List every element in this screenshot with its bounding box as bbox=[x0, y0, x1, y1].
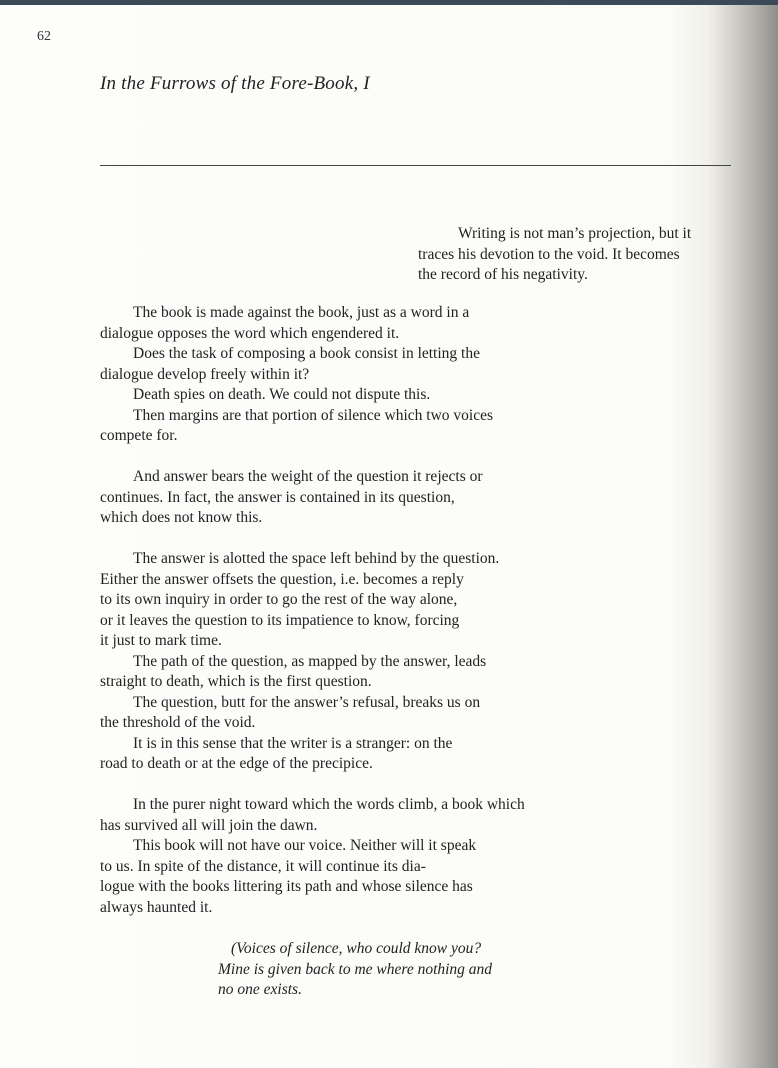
text-line: It is in this sense that the writer is a stranger: on the bbox=[133, 734, 453, 752]
text-line: The answer is alotted the space left behind by the question. bbox=[133, 550, 500, 567]
text-line: dialogue develop freely within it? bbox=[100, 365, 310, 383]
text-line: or it leaves the question to its impatience to know, forcing bbox=[100, 611, 460, 629]
closing-verse bbox=[218, 939, 578, 1001]
text-line: Does the task of composing a book consist in letting the bbox=[133, 345, 480, 362]
body-text bbox=[100, 303, 620, 918]
page-number: 62 bbox=[37, 29, 51, 44]
text-line: logue with the books littering its path and whose silence has bbox=[100, 878, 473, 895]
text-line: the threshold of the void. bbox=[100, 714, 256, 731]
text-line: The question, butt for the answer’s refusal, breaks us on bbox=[133, 693, 481, 711]
text-line: has survived all will join the dawn. bbox=[100, 816, 318, 834]
paragraph bbox=[100, 303, 620, 447]
text-line: to its own inquiry in order to go the rest of the way alone, bbox=[100, 591, 458, 608]
paragraph-gap bbox=[100, 529, 620, 550]
text-line: Either the answer offsets the question, i.e. becomes a reply bbox=[100, 570, 464, 588]
text-line: it just to mark time. bbox=[100, 632, 222, 649]
text-line: compete for. bbox=[100, 427, 178, 444]
paragraph-gap bbox=[100, 775, 620, 796]
text-line: continues. In fact, the answer is contained in its question, bbox=[100, 488, 455, 506]
closing-line: Mine is given back to me where nothing and bbox=[218, 960, 493, 978]
text-line: Death spies on death. We could not dispute this. bbox=[133, 386, 431, 403]
text-line: dialogue opposes the word which engendered it. bbox=[100, 324, 400, 342]
epigraph-line: Writing is not man’s projection, but it bbox=[458, 225, 692, 242]
epigraph-line: the record of his negativity. bbox=[418, 266, 588, 283]
chapter-title: In the Furrows of the Fore-Book, I bbox=[100, 73, 370, 94]
text-line: always haunted it. bbox=[100, 898, 213, 916]
text-line: Then margins are that portion of silence which two voices bbox=[133, 406, 493, 424]
text-line: to us. In spite of the distance, it will continue its dia- bbox=[100, 857, 426, 875]
paragraph bbox=[100, 549, 620, 775]
text-line: straight to death, which is the first question. bbox=[100, 673, 372, 690]
text-line: And answer bears the weight of the question it rejects or bbox=[133, 468, 483, 485]
paragraph-gap bbox=[100, 447, 620, 468]
text-line: which does not know this. bbox=[100, 509, 263, 526]
text-line: This book will not have our voice. Neither will it speak bbox=[133, 837, 477, 854]
title-rule bbox=[100, 165, 731, 166]
closing-line: no one exists. bbox=[218, 981, 302, 998]
paragraph bbox=[100, 795, 620, 918]
text-line: The path of the question, as mapped by the answer, leads bbox=[133, 652, 487, 670]
closing-line: (Voices of silence, who could know you? bbox=[231, 940, 482, 957]
text-line: In the purer night toward which the words climb, a book which bbox=[133, 796, 525, 813]
top-edge bbox=[0, 0, 778, 5]
epigraph-line: traces his devotion to the void. It becomes bbox=[418, 245, 680, 263]
text-line: The book is made against the book, just as a word in a bbox=[133, 304, 470, 321]
text-line: road to death or at the edge of the precipice. bbox=[100, 755, 373, 772]
epigraph bbox=[418, 224, 748, 286]
paragraph bbox=[100, 467, 620, 529]
